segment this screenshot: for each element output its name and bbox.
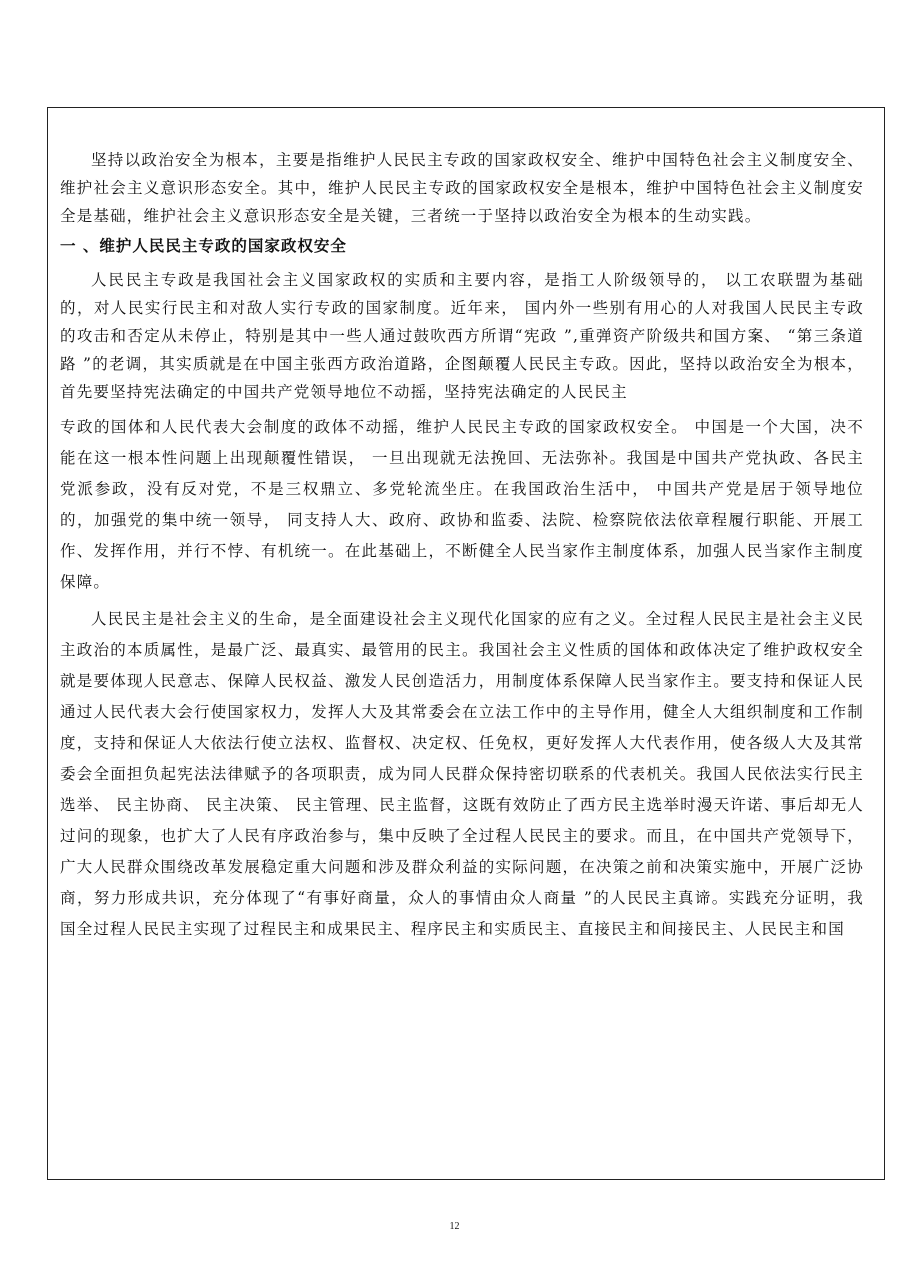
page-number: 12 [449,1221,460,1232]
body-paragraph-3: 人民民主是社会主义的生命，是全面建设社会主义现代化国家的应有之义。全过程人民民主是社会主义民主政治的本质属性，是最广泛、最真实、最管用的民主。我国社会主义性质的国体和政体决定了维护政权安全就是要体现人民意志、保障人民权益、激发人民创造活力，用制度体系保障人民当家作主。要支持和保证人民通过人民代表大会行使国家权力，发挥人大及其常委会在立法工作中的主导作用，健全人大组织制度和工作制度，支持和保证人大依法行使立法权、监督权、决定权、任免权，更好发挥人大代表作用，使各级人大及其常委会全面担负起宪法法律赋予的各项职责，成为同人民群众保持密切联系的代表机关。我国人民依法实行民主选举、 民主协商、 民主决策、 民主管理、民主监督，这既有效防止了西方民主选举时漫天许诺、事后却无人过问的现象，也扩大了人民有序政治参与，集中反映了全过程人民民主的要求。而且，在中国共产党领导下，广大人民群众围绕改革发展稳定重大问题和涉及群众利益的实际问题，在决策之前和决策实施中，开展广泛协商，努力形成共识，充分体现了“有事好商量，众人的事情由众人商量 ”的人民民主真谛。实践充分证明，我国全过程人民民主实现了过程民主和成果民主、程序民主和实质民主、直接民主和间接民主、人民民主和国 [60,610,864,938]
body-paragraph-1: 人民民主专政是我国社会主义国家政权的实质和主要内容，是指工人阶级领导的， 以工农联盟为基础的，对人民实行民主和对敌人实行专政的国家制度。近年来， 国内外一些别有用心的人对我国人民民主专政的攻击和否定从未停止，特别是其中一些人通过鼓吹西方所谓“宪政 ”,重弹资产阶级共和国方案、 “第三条道路 ”的老调，其实质就是在中国主张西方政治道路，企图颠覆人民民主专政。因此，坚持以政治安全为根本，首先要坚持宪法确定的中国共产党领导地位不动摇，坚持宪法确定的人民民主 [60,271,864,401]
body-paragraph-2: 专政的国体和人民代表大会制度的政体不动摇，维护人民民主专政的国家政权安全。 中国是一个大国，决不能在这一根本性问题上出现颠覆性错误， 一旦出现就无法挽回、无法弥补。我国是中国共产党执政、各民主党派参政，没有反对党，不是三权鼎立、多党轮流坐庄。在我国政治生活中， 中国共产党是居于领导地位的，加强党的集中统一领导， 同支持人大、政府、政协和监委、法院、检察院依法依章程履行职能、开展工作、发挥作用，并行不悖、有机统一。在此基础上，不断健全人民当家作主制度体系，加强人民当家作主制度保障。 [60,418,864,591]
section-heading: 一 、维护人民民主专政的国家政权安全 [60,236,347,255]
document-body [60,146,864,945]
intro-paragraph: 坚持以政治安全为根本，主要是指维护人民民主专政的国家政权安全、维护中国特色社会主义制度安全、维护社会主义意识形态安全。其中，维护人民民主专政的国家政权安全是根本，维护中国特色社会主义制度安全是基础，维护社会主义意识形态安全是关键，三者统一于坚持以政治安全为根本的生动实践。 [60,151,864,225]
